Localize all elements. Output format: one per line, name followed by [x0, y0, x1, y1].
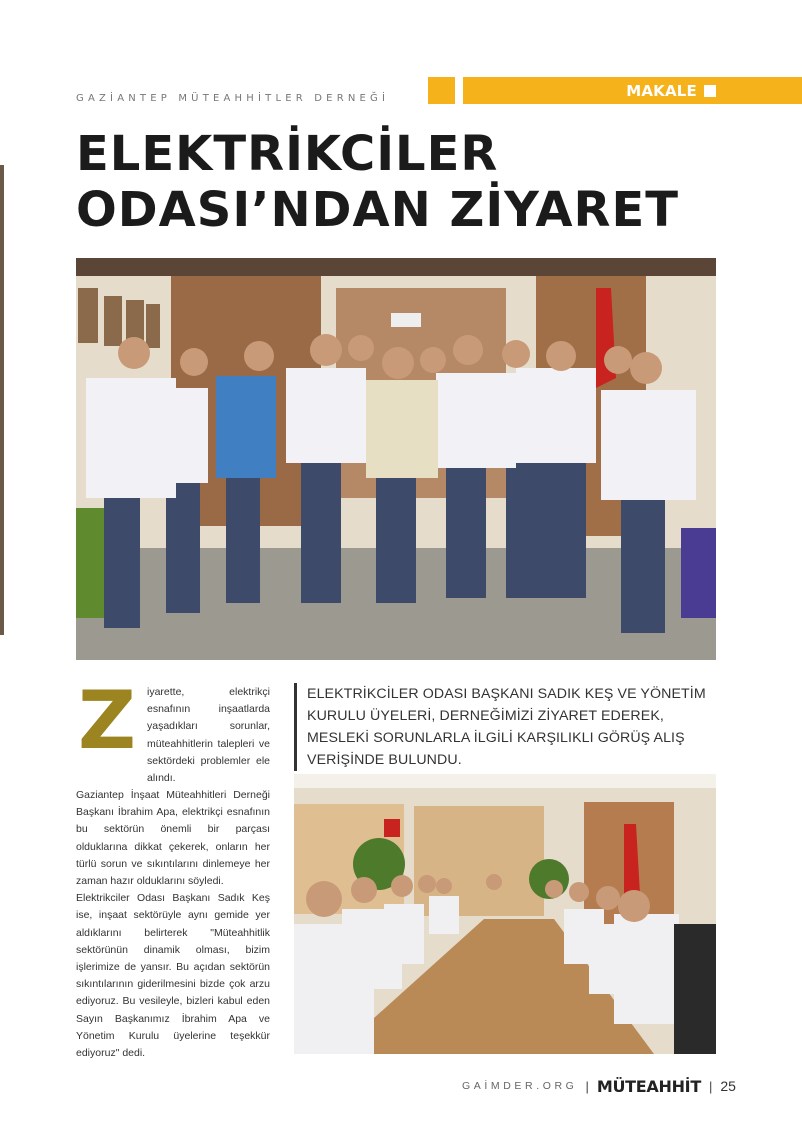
drop-cap: Z: [78, 674, 137, 767]
group-photo: [76, 258, 716, 660]
section-square-icon: [704, 85, 716, 97]
section-label: MAKALE: [626, 81, 697, 100]
header-accent-square: [428, 77, 455, 104]
article-title-line1: ELEKTRİKCİLER: [76, 126, 499, 182]
article-body: [76, 787, 270, 1062]
article-title: [76, 126, 696, 238]
footer-brand: MÜTEAHHİT: [596, 1076, 701, 1096]
page-number: 25: [720, 1078, 736, 1094]
paragraph-apa: Gaziantep İnşaat Müteahhitleri Derneği Başkanı İbrahim Apa, elektrikçi esnafının bu sektörün önemli bir parçası olduklarına dikkat çekerek, onların her türlü sorun ve sıkıntılarını dinlemeye her zaman hazır olduklarını söyledi.: [76, 789, 270, 888]
page-edge-strip: [0, 165, 4, 635]
meeting-photo: [294, 774, 716, 1054]
article-title-line2: ODASI’NDAN ZİYARET: [76, 182, 679, 238]
meeting-photo-image: [294, 774, 716, 1054]
footer-site: GAİMDER.ORG: [462, 1080, 578, 1092]
group-photo-image: [76, 258, 716, 660]
section-banner: [463, 77, 802, 104]
paragraph-intro: iyarette, elektrikçi esnafının inşaatlarda yaşadıkları sorunlar, müteahhitlerin talepleri ve sektördeki problemler ele alındı.: [147, 686, 270, 785]
footer-separator-2: |: [708, 1078, 713, 1094]
association-name: GAZİANTEP MÜTEAHHİTLER DERNEĞİ: [76, 93, 390, 104]
article-lead: ELEKTRİKCİLER ODASI BAŞKANI SADIK KEŞ VE YÖNETİM KURULU ÜYELERİ, DERNEĞİMİZİ ZİYARET EDEREK, MESLEKİ SORUNLARLA İLGİLİ KARŞILIKLI GÖRÜŞ ALIŞ VERİŞİNDE BULUNDU.: [294, 683, 714, 771]
paragraph-kes: Elektrikciler Odası Başkanı Sadık Keş ise, inşaat sektörüyle aynı gemide yer aldıklarını belirterek "Müteahhitlik sektörünün dinamik olması, bizim işlerimize de yansır. Bu açıdan sektörün sıkıntılarının giderilmesini bizde çok arzu ediyoruz. Bu vesileyle, bizleri kabul eden Sayın Başkanımız İbrahim Apa ve Yönetim Kurulu üyelerine teşekkür ediyoruz" dedi.: [76, 892, 270, 1060]
page-footer: [462, 1076, 736, 1096]
footer-separator: |: [585, 1078, 589, 1094]
